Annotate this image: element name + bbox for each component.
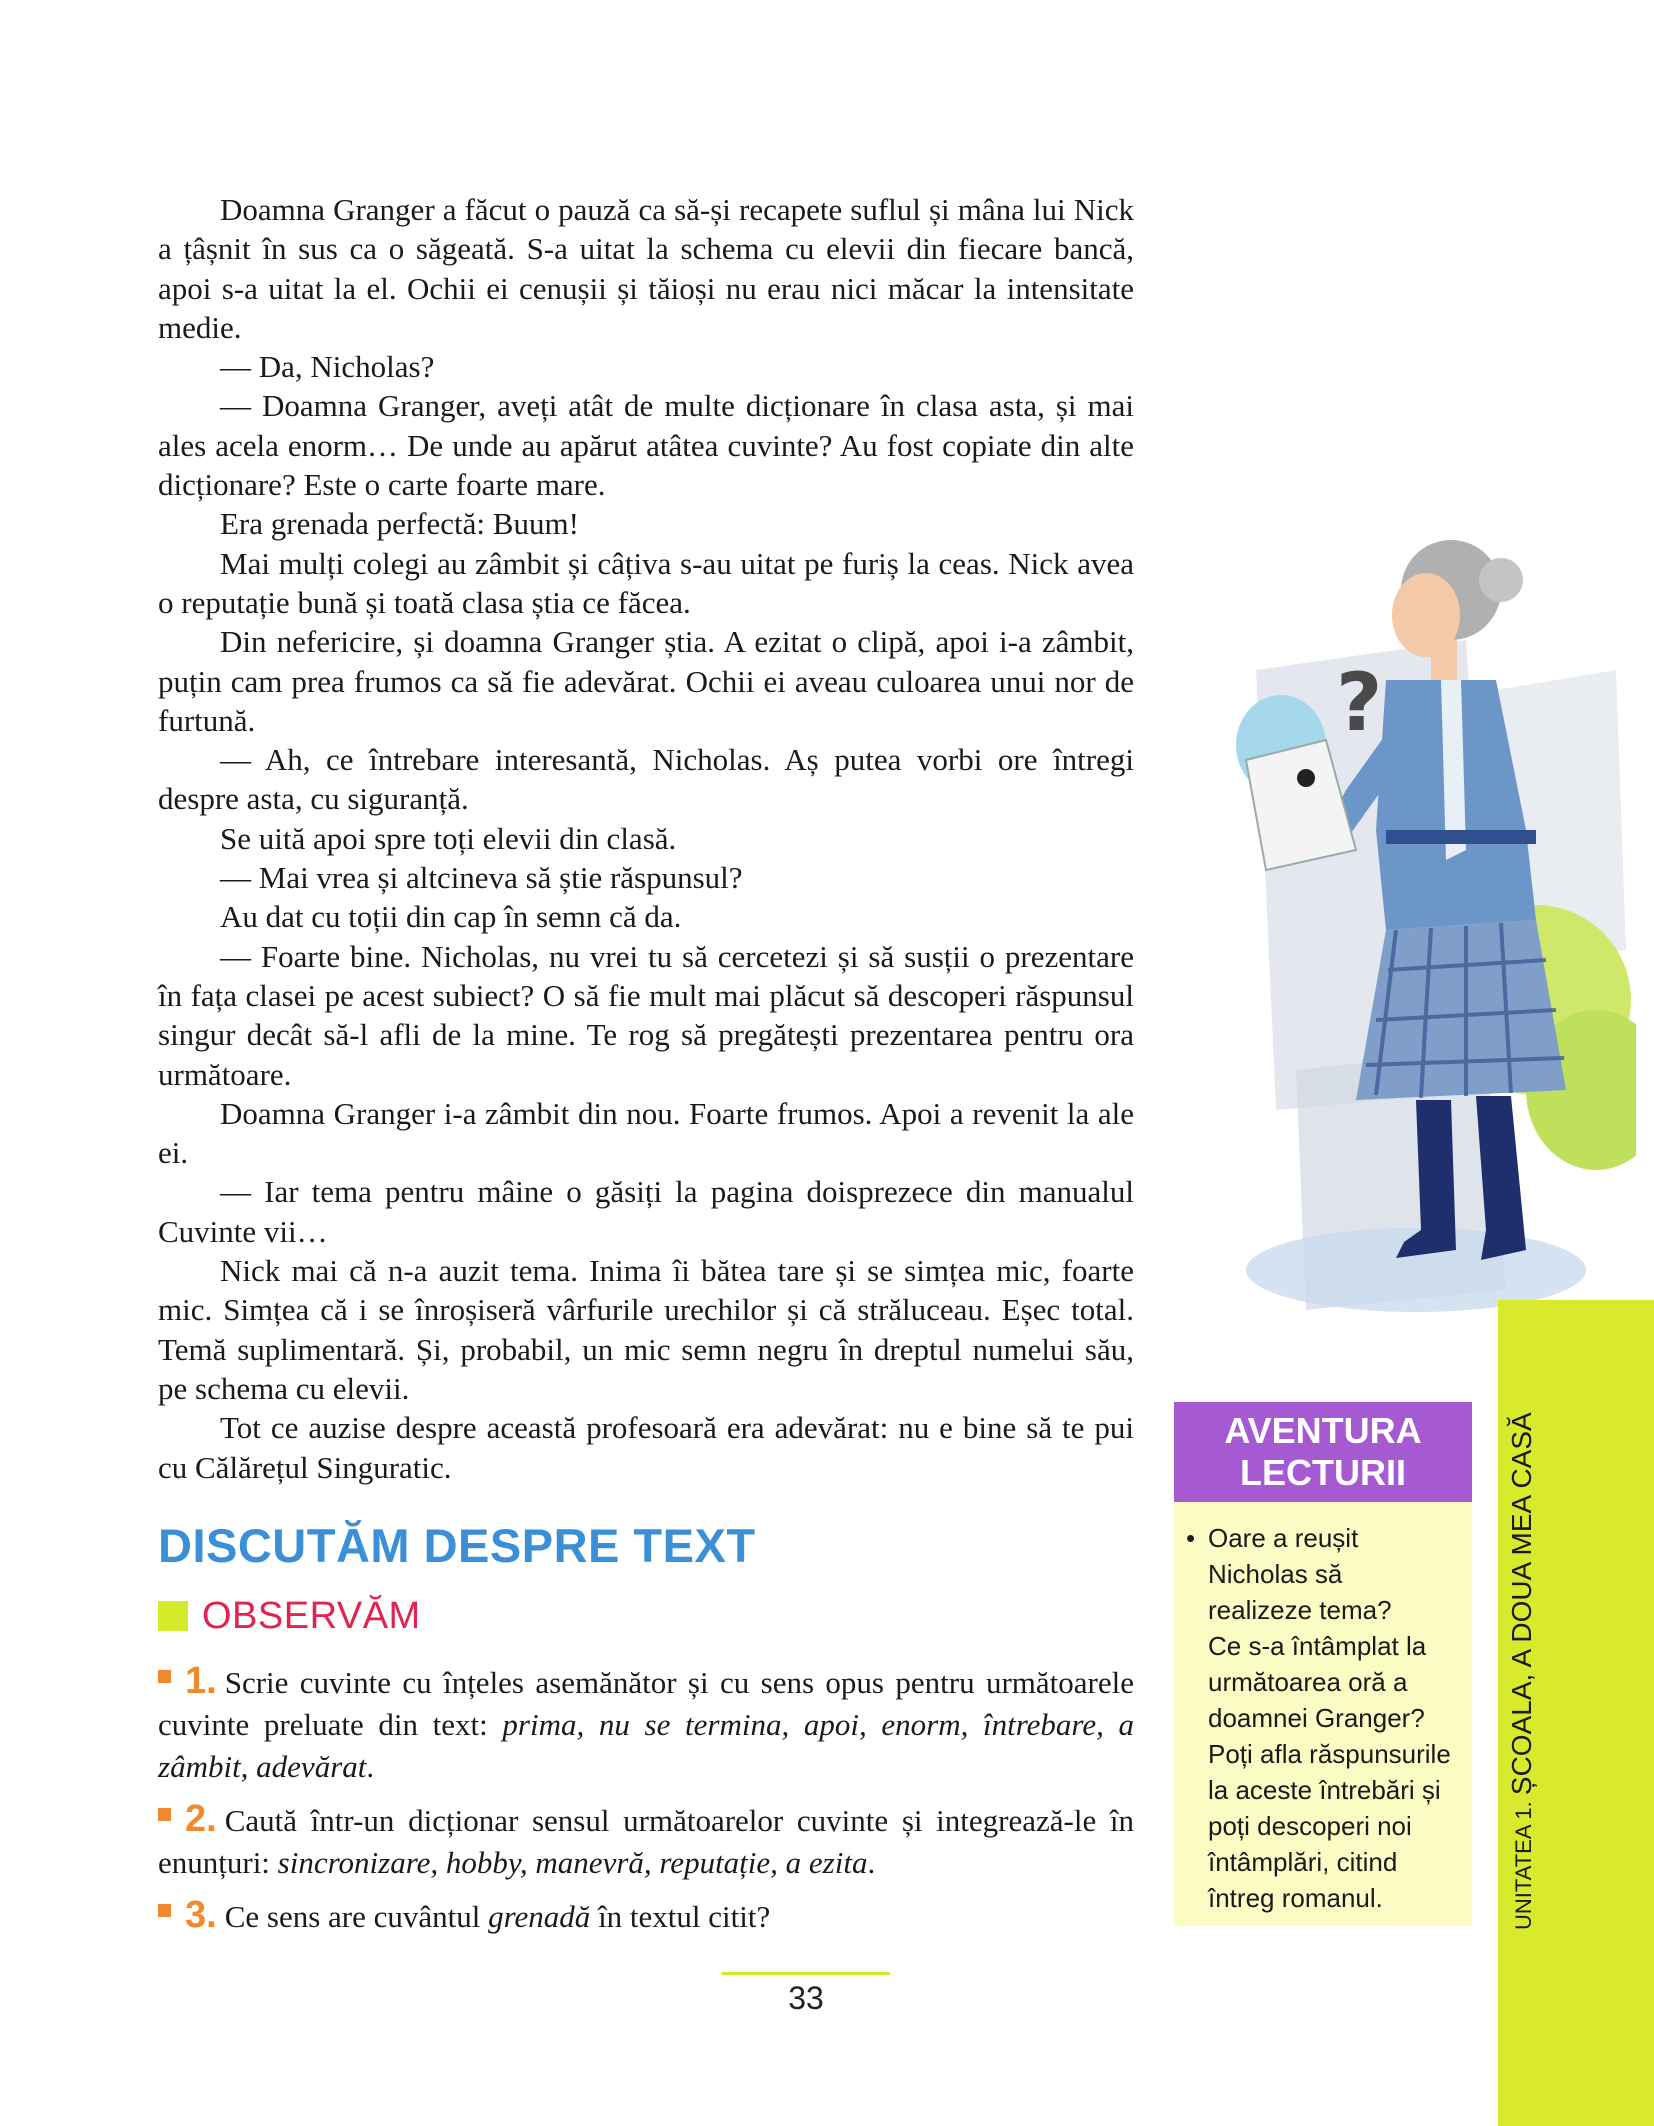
aventura-line: următoarea oră a — [1208, 1667, 1408, 1697]
story-paragraph: Au dat cu toții din cap în semn că da. — [220, 899, 682, 935]
story-paragraph: — Doamna Granger, aveți atât de multe dicționare în clasa asta, și mai ales acela enorm… De unde au apărut atâtea cuvinte? Au fost copiate din alte dicționare? Este o carte foarte mare. — [158, 388, 1134, 503]
exercise-item — [158, 1660, 1134, 1788]
story-paragraph: Era grenada perfectă: Buum! — [220, 506, 579, 542]
aventura-line: întreg romanul. — [1208, 1883, 1383, 1913]
exercise-words: sincronizare, hobby, manevră, reputație, a ezita — [277, 1845, 868, 1880]
aventura-body — [1174, 1502, 1472, 1916]
aventura-line: Poți afla răspunsurile — [1208, 1739, 1451, 1769]
aventura-line: doamnei Granger? — [1208, 1703, 1425, 1733]
unit-prefix: UNITATEA 1. — [1511, 1795, 1536, 1930]
story-paragraph: Din nefericire, și doamna Granger știa. A ezitat o clipă, apoi i-a zâmbit, puțin cam prea frumos ca să fie adevărat. Ochii ei aveau culoarea unui nor de furtună. — [158, 624, 1134, 738]
exercise-end: . — [366, 1749, 375, 1784]
exercise-number: 3. — [185, 1894, 217, 1936]
observ-heading — [158, 1596, 421, 1636]
story-paragraph: Nick mai că n-a auzit tema. Inima îi bătea tare și se simțea mic, foarte mic. Simțea că i se înroșiseră vârfurile urechilor și că străluceau. Eșec total. Temă suplimentară. Și, probabil, un mic semn negru în dreptul numelui său, pe schema cu elevii. — [158, 1253, 1134, 1406]
aventura-line: Oare a reușit — [1208, 1523, 1359, 1553]
story-paragraph: — Mai vrea și altcineva să știe răspunsul? — [220, 860, 743, 896]
question-mark-symbol: ? — [1336, 656, 1383, 749]
exercise-number: 2. — [185, 1798, 217, 1840]
observ-label: OBSERVĂM — [202, 1594, 421, 1637]
square-bullet-icon — [158, 1904, 171, 1917]
square-bullet-icon — [158, 1601, 188, 1631]
aventura-title — [1174, 1402, 1472, 1502]
aventura-line: realizeze tema? — [1208, 1595, 1392, 1625]
aventura-text — [1208, 1520, 1462, 1916]
exercise-end: în textul citit? — [590, 1899, 771, 1934]
story-paragraph: — Da, Nicholas? — [220, 349, 435, 385]
exercise-text: Scrie cuvinte cu înțeles asemănător și cu sens opus pentru următoarele cuvinte preluate din text: — [158, 1665, 1134, 1742]
aventura-line: întâmplări, citind — [1208, 1847, 1398, 1877]
aventura-title-line: LECTURII — [1240, 1452, 1406, 1493]
square-bullet-icon — [158, 1808, 171, 1821]
story-paragraph: Mai mulți colegi au zâmbit și câțiva s-au uitat pe furiș la ceas. Nick avea o reputație bună și toată clasa știa ce făcea. — [158, 545, 1134, 620]
aventura-title-line: AVENTURA — [1224, 1410, 1422, 1451]
unit-title: ȘCOALA, A DOUA MEA CASĂ — [1506, 1412, 1537, 1796]
aventura-line: la aceste întrebări și — [1208, 1775, 1441, 1805]
exercise-item — [158, 1798, 1134, 1884]
story-paragraph: — Foarte bine. Nicholas, nu vrei tu să cercetezi și să susții o prezentare în fața clasei pe acest subiect? O să fie mult mai plăcut să descoperi răspunsul singur decât să-l afli de la mine. Te rog să pregătești prezentarea pentru ora următoare. — [158, 938, 1134, 1092]
story-paragraph: Doamna Granger i-a zâmbit din nou. Foarte frumos. Apoi a revenit la ale ei. — [158, 1095, 1134, 1171]
story-paragraph: — Iar tema pentru mâine o găsiți la pagina doisprezece din manualul Cuvinte vii… — [158, 1174, 1134, 1249]
exercise-words: grenadă — [488, 1899, 591, 1934]
aventura-line: Nicholas să — [1208, 1559, 1343, 1589]
unit-label — [1506, 1412, 1538, 1930]
aventura-line: Ce s-a întâmplat la — [1208, 1631, 1427, 1661]
exercise-number: 1. — [185, 1660, 217, 1702]
teacher-with-papers-illustration — [1236, 530, 1636, 1320]
exercise-text: Caută într-un dicționar sensul următoarelor cuvinte și integrează-le în enunțuri: — [158, 1803, 1134, 1880]
square-bullet-icon — [158, 1670, 171, 1683]
bullet-icon: • — [1186, 1523, 1196, 1553]
story-paragraph: Tot ce auzise despre această profesoară era adevărat: nu e bine să te pui cu Călărețul Singuratic. — [158, 1410, 1134, 1485]
exercise-words: prima, nu se termina, apoi, enorm, întrebare, a zâmbit, adevărat — [158, 1707, 1135, 1784]
story-paragraph: Doamna Granger a făcut o pauză ca să-și recapete suflul și mâna lui Nick a țâșnit în sus ca o săgeată. S-a uitat la schema cu elevii din fiecare bancă, apoi s-a uitat la el. Ochii ei cenușii și tăioși nu erau nici măcar la intensitate medie. — [158, 192, 1134, 345]
aventura-lecturii-box — [1174, 1402, 1472, 1926]
exercise-list — [158, 1660, 1134, 1948]
aventura-line: poți descoperi noi — [1208, 1811, 1412, 1841]
exercise-item — [158, 1894, 1134, 1938]
story-paragraph: — Ah, ce întrebare interesantă, Nicholas. Aș putea vorbi ore întregi despre asta, cu siguranță. — [158, 742, 1134, 817]
exercise-end: . — [867, 1845, 876, 1880]
story-paragraph: Se uită apoi spre toți elevii din clasă. — [220, 820, 677, 856]
section-title: DISCUTĂM DESPRE TEXT — [158, 1519, 756, 1572]
footer-divider — [722, 1972, 890, 1975]
page-number: 33 — [788, 1980, 824, 2016]
exercise-text: Ce sens are cuvântul — [224, 1899, 489, 1934]
story-text — [158, 190, 1134, 1487]
